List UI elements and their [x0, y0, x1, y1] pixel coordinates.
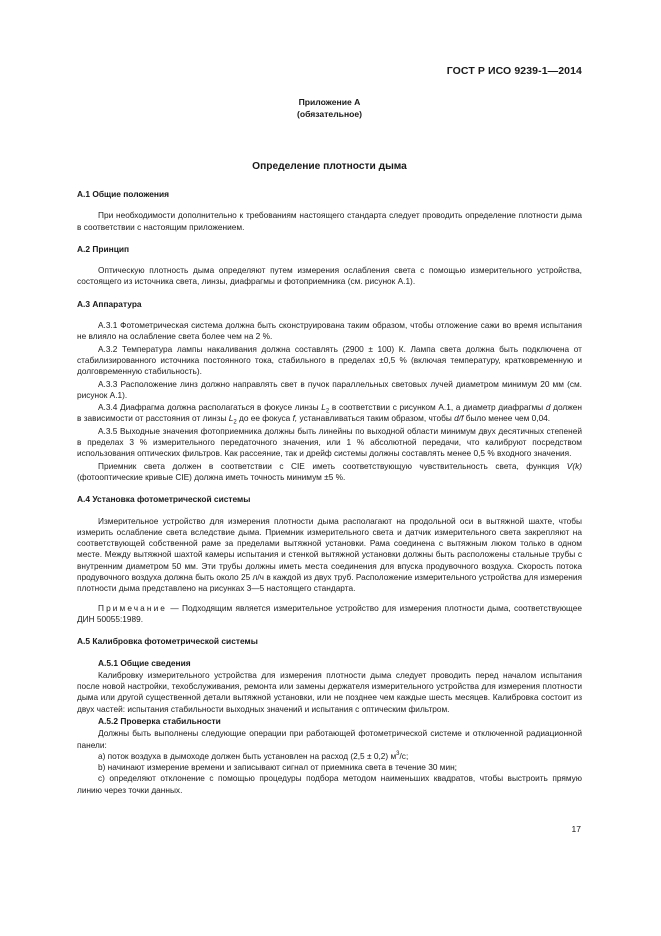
list-item-b: b) начинают измерение времени и записывают сигнал от приемника света в течение 30 мин; [98, 762, 457, 773]
superscript: 3 [396, 751, 400, 758]
operations-list [77, 751, 582, 796]
symbol-v-k: V(k) [566, 460, 582, 471]
paragraph-a1: При необходимости дополнительно к требованиям настоящего стандарта следует проводить определение плотности дыма в соответствии с настоящим приложением. [77, 210, 582, 232]
subsection-heading-a5-1: А.5.1 Общие сведения [98, 657, 191, 668]
paragraph-a3-5: А.3.5 Выходные значения фотоприемника должны быть линейны по выходной области минимум двух десятичных степеней в пределах 3 % измерительного передаточного значения, или 1 % абсолютной передачи, что калибруют посредством использования оптических фильтров. Как рассеяние, так и дрейф системы должны составлять менее 0,5 % входного значения. [77, 425, 582, 459]
symbol-f: f, [292, 413, 298, 424]
paragraph-a5-1: Калибровку измерительного устройства для измерения плотности дыма следует проводить перед началом испытания после новой настройки, техобслуживания, ремонта или замены держателя измерительного устройства для измерения плотности дыма или другой существенной детали вытяжной установки, или не позднее чем каждые шесть месяцев. Калибровка состоит из двух частей: испытания стабильности выходных значений и испытания с оптическим фильтром. [77, 669, 582, 714]
annex-status: (обязательное) [296, 109, 363, 119]
subscript: 2 [233, 420, 237, 427]
text-run: до ее фокуса [236, 413, 293, 424]
paragraph-a3-2: А.3.2 Температура лампы накаливания должна составлять (2900 ± 100) К. Лампа света должна быть подключена от стабилизированного источника постоянного тока, стабильного в пределах ±0,5 % (включая температуру, кратковременную и долговременную стабильность). [77, 343, 582, 377]
section-heading-a2: А.2 Принцип [77, 243, 130, 254]
text-run: устанавливаться таким образом, чтобы [297, 413, 455, 424]
list-item-c: с) определяют отклонение с помощью процедуры подбора методом наименьших квадратов, чтобы выстроить прямую линию через точки данных. [77, 773, 582, 795]
section-heading-a4: А.4 Установка фотометрической системы [77, 494, 251, 505]
note-text: — Подходящим является измерительное устройство для измерения плотности дыма, соответствующее ДИН 50055:1989. [77, 602, 582, 624]
paragraph-a3-4 [77, 402, 582, 425]
note-label: Примечание [98, 602, 168, 613]
paragraph-a3-6 [77, 461, 582, 484]
text-run: должен в зависимости от расстояния от линзы [77, 402, 582, 424]
note-a4 [77, 603, 582, 626]
list-item-a [77, 751, 582, 762]
paragraph-a5-2: Должны быть выполнены следующие операции при работающей фотометрической системе и отключенной радиационной панели: [77, 728, 582, 750]
paragraph-a3-3: А.3.3 Расположение линз должно направлять свет в пучок параллельных световых лучей диаметром минимум 20 мм (см. рисунок А.1). [77, 378, 582, 400]
symbol-d: d [545, 402, 551, 413]
text-run: а) поток воздуха в дымоходе должен быть установлен на расход (2,5 ± 0,2) м [98, 750, 397, 761]
symbol-d-over-f: d/f [454, 413, 464, 424]
text-run: Приемник света должен в соответствии с CIE иметь соответствующую чувствительность света, функция [98, 460, 567, 471]
annex-title-block [77, 96, 582, 120]
paragraph-a3-1: А.3.1 Фотометрическая система должна быть сконструирована таким образом, чтобы отложение сажи во время испытания не влияло на ослабление света более чем на 2 %. [77, 320, 582, 342]
annex-title: Приложение А [298, 97, 361, 107]
text-run: было менее чем 0,04. [463, 413, 551, 424]
section-heading-a5: А.5 Калибровка фотометрической системы [77, 636, 258, 647]
text-run: (фотооптические кривые CIE) должна иметь точность минимум ±5 %. [77, 471, 346, 482]
symbol-L: L [321, 402, 326, 413]
text-run: в соответствии с рисунком А.1, а диаметр диафрагмы [329, 402, 546, 413]
document-id-header: ГОСТ Р ИСО 9239-1—2014 [446, 65, 582, 77]
page-number: 17 [571, 824, 581, 834]
main-title: Определение плотности дыма [252, 161, 407, 172]
paragraph-a4: Измерительное устройство для измерения плотности дыма располагают на продольной оси в вытяжной шахте, чтобы измерить ослабление света вследствие дыма. Приемник измерительного света и датчик измерительного света закрепляют на соответствующей собственной раме за пределами вытяжной установки. Рама соединена с вытяжным люком только в одном месте. Между вытяжной шахтой камеры испытания и стенкой вытяжной установки должны быть расположены стальные трубы с внутренним диаметром 50 мм. Эти трубы должны иметь места соединения для впуска продувочного воздуха. Скорость потока продувочного воздуха должна быть около 25 л/ч в каждой из двух труб. Расположение измерительного устройства для измерения плотности дыма представлено на рисунках 3—5 настоящего стандарта. [77, 515, 582, 594]
symbol-L: L [228, 413, 234, 424]
section-heading-a1: А.1 Общие положения [77, 189, 170, 199]
paragraph-a2: Оптическую плотность дыма определяют путем измерения ослабления света с помощью измерительного устройства, состоящего из источника света, линзы, диафрагмы и фотоприемника (см. рисунок А.1). [77, 265, 582, 287]
text-run: А.3.4 Диафрагма должна располагаться в фокусе линзы [98, 402, 322, 413]
text-run: /с; [399, 750, 409, 761]
subscript: 2 [325, 408, 330, 415]
subsection-heading-a5-2: А.5.2 Проверка стабильности [98, 715, 221, 726]
section-heading-a3: А.3 Аппаратура [77, 298, 142, 309]
